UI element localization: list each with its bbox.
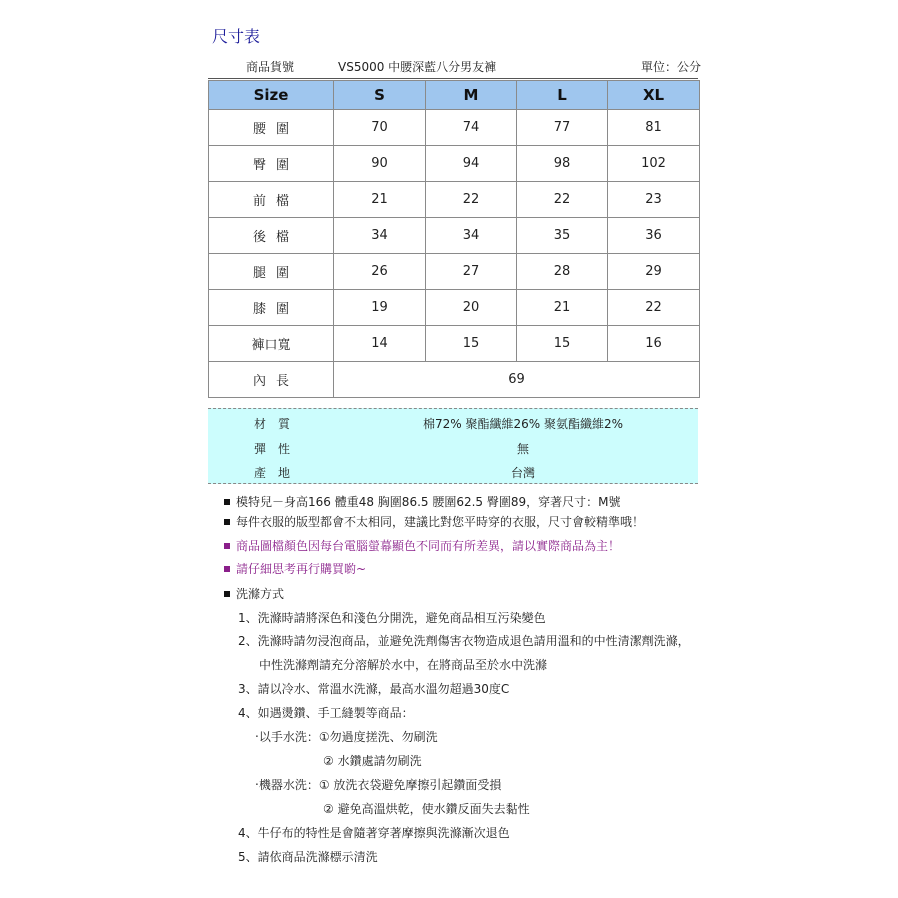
bullet-icon	[224, 499, 230, 505]
cell-value: 34	[426, 218, 517, 254]
cell-value: 19	[334, 290, 426, 326]
cell-value: 21	[517, 290, 608, 326]
elasticity-label: 彈性	[254, 442, 303, 456]
wash-line: ‧以手水洗：①勿過度搓洗、勿刷洗	[255, 730, 438, 744]
row-label: 內長	[209, 362, 334, 398]
row-label: 臀圍	[209, 146, 334, 182]
material-value: 棉72% 聚酯纖維26% 聚氨酯纖維2%	[422, 417, 623, 431]
wash-line: 3、請以冷水、常溫水洗滌，最高水溫勿超過30度C	[238, 682, 510, 696]
bullet-icon	[224, 519, 230, 525]
cell-value: 27	[426, 254, 517, 290]
cell-value: 15	[517, 326, 608, 362]
elasticity-value: 無	[516, 442, 529, 456]
cell-value: 34	[334, 218, 426, 254]
cell-value: 29	[608, 254, 700, 290]
wash-line: 2、洗滌時請勿浸泡商品，並避免洗劑傷害衣物造成退色請用溫和的中性清潔劑洗滌，	[238, 634, 690, 648]
bullet-icon	[224, 543, 230, 549]
table-row	[209, 326, 700, 362]
wash-line: 中性洗滌劑請充分溶解於水中，在將商品至於水中洗滌	[259, 658, 548, 672]
cell-value: 102	[608, 146, 700, 182]
row-label: 褲口寬	[209, 326, 334, 362]
origin-row	[208, 464, 698, 488]
header-size: Size	[209, 81, 334, 110]
origin-label: 產地	[254, 466, 303, 480]
row-label: 前檔	[209, 182, 334, 218]
origin-value: 台灣	[510, 466, 535, 480]
wash-line: ② 避免高溫烘乾，使水鑽反面失去黏性	[323, 802, 530, 816]
table-row	[209, 182, 700, 218]
table-row	[209, 110, 700, 146]
note-fit: 每件衣服的版型都會不太相同，建議比對您平時穿的衣服，尺寸會較精準哦！	[224, 513, 644, 530]
table-row-inseam	[209, 362, 700, 398]
cell-value: 22	[608, 290, 700, 326]
cell-value: 21	[334, 182, 426, 218]
header-l: L	[517, 81, 608, 110]
material-row	[208, 415, 698, 439]
cell-value: 14	[334, 326, 426, 362]
cell-value: 16	[608, 326, 700, 362]
table-row	[209, 254, 700, 290]
row-label: 膝圍	[209, 290, 334, 326]
wash-line: ‧機器水洗：① 放洗衣袋避免摩擦引起鑽面受損	[255, 778, 502, 792]
bullet-icon	[224, 566, 230, 572]
cell-value: 77	[517, 110, 608, 146]
cell-value: 94	[426, 146, 517, 182]
note-think: 請仔細思考再行購買喲~	[224, 560, 366, 577]
cell-value: 28	[517, 254, 608, 290]
inseam-value: 69	[334, 362, 700, 398]
cell-value: 22	[517, 182, 608, 218]
size-header-row	[209, 81, 700, 110]
elasticity-row	[208, 440, 698, 464]
wash-line: 5、請依商品洗滌標示清洗	[238, 850, 378, 864]
row-label: 後檔	[209, 218, 334, 254]
header-s: S	[334, 81, 426, 110]
wash-line: ② 水鑽處請勿刷洗	[323, 754, 422, 768]
material-section	[208, 408, 698, 484]
wash-line: 4、牛仔布的特性是會隨著穿著摩擦與洗滌漸次退色	[238, 826, 510, 840]
material-label: 材質	[254, 417, 303, 431]
cell-value: 35	[517, 218, 608, 254]
product-code-label: 商品貨號	[246, 60, 295, 74]
table-row	[209, 290, 700, 326]
header-m: M	[426, 81, 517, 110]
cell-value: 26	[334, 254, 426, 290]
table-row	[209, 218, 700, 254]
cell-value: 74	[426, 110, 517, 146]
row-label: 腰圍	[209, 110, 334, 146]
table-row	[209, 146, 700, 182]
cell-value: 70	[334, 110, 426, 146]
unit-label: 單位：公分	[641, 60, 702, 74]
note-color: 商品圖檔顏色因每台電腦螢幕顯色不同而有所差異，請以實際商品為主！	[224, 537, 620, 554]
size-table	[208, 80, 700, 398]
cell-value: 98	[517, 146, 608, 182]
cell-value: 15	[426, 326, 517, 362]
note-model: 模特兒－身高166 體重48 胸圍86.5 腰圍62.5 臀圍89，穿著尺寸：M號	[224, 493, 621, 510]
bullet-icon	[224, 591, 230, 597]
header-xl: XL	[608, 81, 700, 110]
product-name: VS5000 中腰深藍八分男友褲	[338, 60, 497, 74]
row-label: 腿圍	[209, 254, 334, 290]
page-title: 尺寸表	[212, 27, 261, 46]
cell-value: 81	[608, 110, 700, 146]
wash-line: 1、洗滌時請將深色和淺色分開洗，避免商品相互污染變色	[238, 611, 546, 625]
cell-value: 36	[608, 218, 700, 254]
wash-line: 4、如遇燙鑽、手工縫製等商品：	[238, 706, 414, 720]
cell-value: 20	[426, 290, 517, 326]
wash-heading: 洗滌方式	[224, 585, 284, 602]
cell-value: 22	[426, 182, 517, 218]
divider	[208, 78, 698, 79]
cell-value: 23	[608, 182, 700, 218]
cell-value: 90	[334, 146, 426, 182]
